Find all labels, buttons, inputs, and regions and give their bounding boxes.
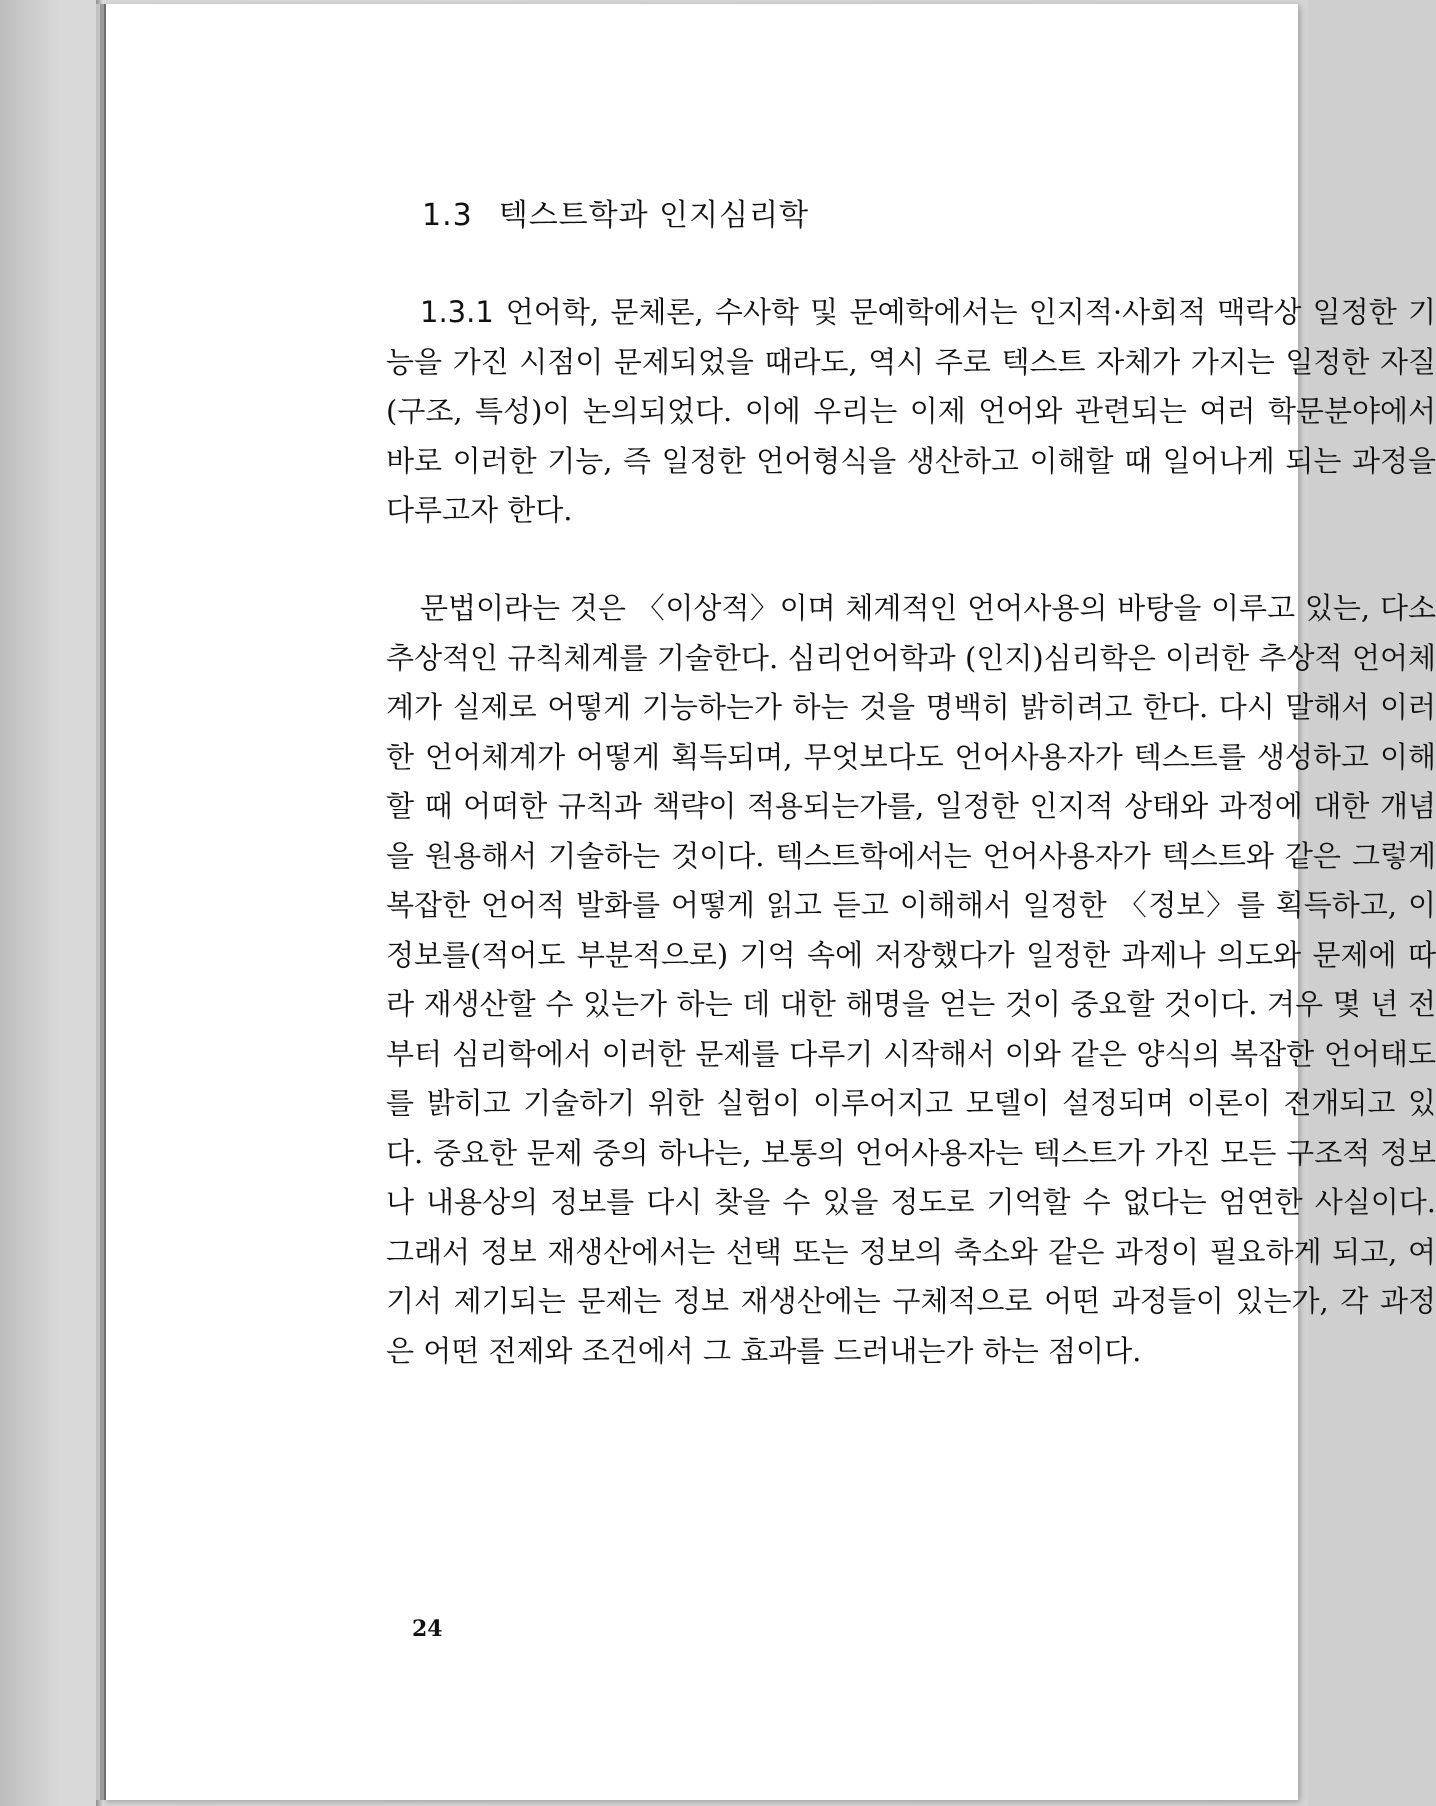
- section-title-text: 텍스트학과 인지심리학: [498, 198, 810, 233]
- section-number: 1.3: [422, 198, 473, 233]
- paragraph-1: [386, 288, 1436, 536]
- paragraph-2: [386, 584, 1436, 1376]
- page-number: 24: [412, 1616, 443, 1642]
- paragraph-1-text: 언어학, 문체론, 수사학 및 문예학에서는 인지적·사회적 맥락상 일정한 기능을 가진 시점이 문제되었을 때라도, 역시 주로 텍스트 자체가 가지는 일정한 자질(구조, 특성)이 논의되었다. 이에 우리는 이제 언어와 관련되는 여러 학문분야에서 바로 이러한 기능, 즉 일정한 언어형식을 생산하고 이해할 때 일어나게 되는 과정을 다루고자 한다.: [386, 295, 1436, 527]
- book-page: [104, 4, 1436, 1800]
- book-spine: [96, 0, 104, 1806]
- paragraph-2-text: 문법이라는 것은 〈이상적〉이며 체계적인 언어사용의 바탕을 이루고 있는, 다소 추상적인 규칙체계를 기술한다. 심리언어학과 (인지)심리학은 이러한 추상적 언어체계가 실제로 어떻게 기능하는가 하는 것을 명백히 밝히려고 한다. 다시 말해서 이러한 언어체계가 어떻게 획득되며, 무엇보다도 언어사용자가 텍스트를 생성하고 이해할 때 어떠한 규칙과 책략이 적용되는가를, 일정한 인지적 상태와 과정에 대한 개념을 원용해서 기술하는 것이다. 텍스트학에서는 언어사용자가 텍스트와 같은 그렇게 복잡한 언어적 발화를 어떻게 읽고 듣고 이해해서 일정한 〈정보〉를 획득하고, 이 정보를(적어도 부분적으로) 기억 속에 저장했다가 일정한 과제나 의도와 문제에 따라 재생산할 수 있는가 하는 데 대한 해명을 얻는 것이 중요할 것이다. 겨우 몇 년 전부터 심리학에서 이러한 문제를 다루기 시작해서 이와 같은 양식의 복잡한 언어태도를 밝히고 기술하기 위한 실험이 이루어지고 모델이 설정되며 이론이 전개되고 있다. 중요한 문제 중의 하나는, 보통의 언어사용자는 텍스트가 가진 모든 구조적 정보나 내용상의 정보를 다시 찾을 수 있을 정도로 기억할 수 없다는 엄연한 사실이다. 그래서 정보 재생산에서는 선택 또는 정보의 축소와 같은 과정이 필요하게 되고, 여기서 제기되는 문제는 정보 재생산에는 구체적으로 어떤 과정들이 있는가, 각 과정은 어떤 전제와 조건에서 그 효과를 드러내는가 하는 점이다.: [386, 591, 1436, 1368]
- section-heading: [422, 190, 809, 234]
- subsection-number: 1.3.1: [420, 295, 494, 329]
